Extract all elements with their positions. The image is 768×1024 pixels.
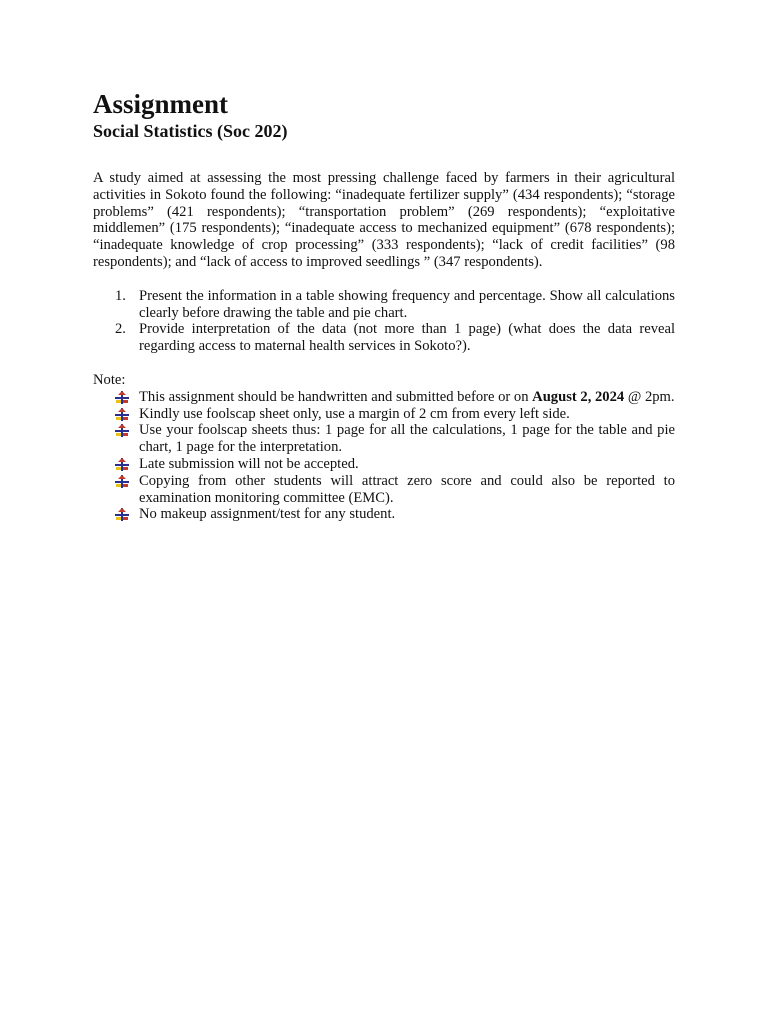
note-item [93, 473, 675, 507]
intro-paragraph: A study aimed at assessing the most pressing challenge faced by farmers in their agricultural activities in Sokoto found the following: “inadequate fertilizer supply” (434 respondents); “storage problems” (421 respondents); “transportation problem” (269 respondents); “exploitative middlemen” (175 respondents); “inadequate access to mechanized equipment” (678 respondents); “inadequate knowledge of crop processing” (333 respondents); “lack of credit facilities” (98 respondents); and “lack of access to improved seedlings ” (347 respondents). [93, 170, 675, 270]
task-item [93, 321, 675, 355]
arrow-bullet-icon [115, 408, 129, 421]
note-item [93, 506, 675, 523]
task-text: Present the information in a table showing frequency and percentage. Show all calculations clearly before drawing the table and pie chart. [139, 287, 675, 321]
task-text: Provide interpretation of the data (not more than 1 page) (what does the data reveal regarding access to maternal health services in Sokoto?). [139, 321, 675, 355]
deadline-date: August 2, 2024 [532, 388, 625, 405]
note-text: Kindly use foolscap sheet only, use a margin of 2 cm from every left side. [139, 405, 570, 422]
note-label: Note: [93, 371, 126, 388]
note-text: @ 2pm. [624, 388, 675, 405]
arrow-bullet-icon [115, 475, 129, 488]
note-text: Late submission will not be accepted. [139, 455, 359, 472]
document-title: Assignment [93, 89, 229, 119]
arrow-bullet-icon [115, 391, 129, 404]
note-item [93, 456, 675, 473]
note-list [93, 389, 675, 523]
task-number: 1. [115, 287, 126, 304]
task-number: 2. [115, 321, 126, 338]
note-item [93, 389, 675, 406]
arrow-bullet-icon [115, 424, 129, 437]
document-subtitle: Social Statistics (Soc 202) [93, 121, 288, 141]
task-item [93, 288, 675, 322]
note-item [93, 422, 675, 456]
note-text: No makeup assignment/test for any student. [139, 506, 396, 523]
document-page [93, 88, 675, 523]
arrow-bullet-icon [115, 458, 129, 471]
note-text: Copying from other students will attract zero score and could also be reported to examination monitoring committee (EMC). [139, 472, 675, 506]
task-list [93, 288, 675, 355]
note-text: This assignment should be handwritten and submitted before or on [139, 388, 533, 405]
arrow-bullet-icon [115, 508, 129, 521]
note-item [93, 406, 675, 423]
note-text: Use your foolscap sheets thus: 1 page for all the calculations, 1 page for the table and pie chart, 1 page for the interpretation. [139, 422, 675, 456]
